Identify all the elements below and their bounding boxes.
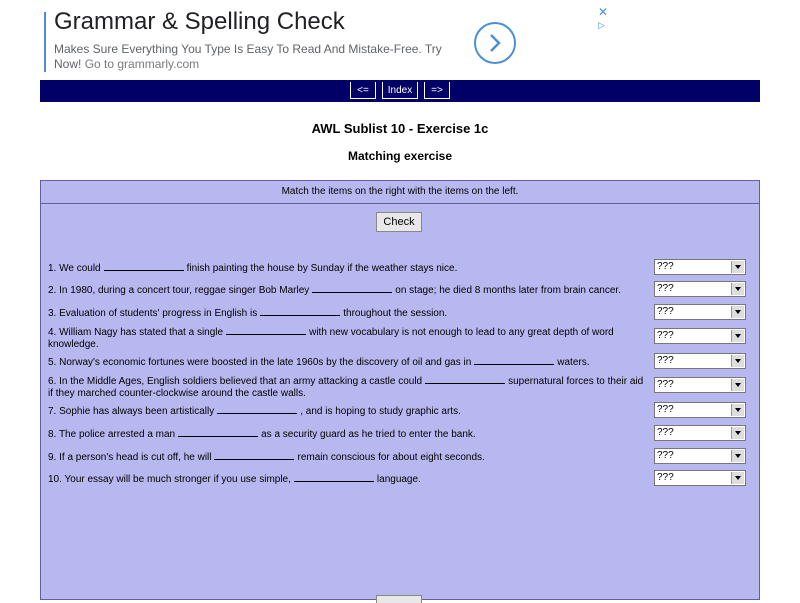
chevron-down-icon bbox=[731, 355, 744, 367]
ad-description-text: Makes Sure Everything You Type Is Easy To Read And Mistake-Free. Try Now! bbox=[54, 42, 442, 71]
answer-blank bbox=[474, 355, 554, 365]
exercise-panel bbox=[40, 180, 760, 600]
next-button[interactable]: => bbox=[424, 82, 450, 99]
question-text: 3. Evaluation of students' progress in English is bbox=[48, 308, 258, 319]
select-value: ??? bbox=[657, 472, 674, 483]
question-text: as a security guard as he tried to enter the bank. bbox=[261, 429, 476, 440]
chevron-down-icon bbox=[731, 283, 744, 295]
question-text: on stage; he died 8 months later from brain cancer. bbox=[395, 285, 621, 296]
check-button[interactable]: Check bbox=[376, 212, 422, 232]
select-value: ??? bbox=[657, 306, 674, 317]
answer-select-6[interactable] bbox=[654, 377, 746, 393]
select-value: ??? bbox=[657, 450, 674, 461]
chevron-down-icon bbox=[731, 472, 744, 484]
question-text: remain conscious for about eight seconds. bbox=[297, 452, 485, 463]
question-text: 6. In the Middle Ages, English soldiers believed that an army attacking a castle could bbox=[48, 376, 423, 387]
answer-select-4[interactable] bbox=[654, 328, 746, 344]
prev-button[interactable]: <= bbox=[350, 82, 376, 99]
question-2 bbox=[48, 283, 648, 297]
chevron-down-icon bbox=[731, 306, 744, 318]
question-text: supernatural forces to their aid if they marched counter-clockwise around the castle walls. bbox=[48, 376, 644, 399]
answer-select-5[interactable] bbox=[654, 353, 746, 369]
answer-blank bbox=[294, 472, 374, 482]
answer-select-8[interactable] bbox=[654, 425, 746, 441]
chevron-right-icon bbox=[487, 33, 503, 53]
answer-select-9[interactable] bbox=[654, 448, 746, 464]
question-1 bbox=[48, 261, 648, 275]
question-text: 4. William Nagy has stated that a single bbox=[48, 327, 224, 338]
question-text: waters. bbox=[557, 357, 590, 368]
answer-select-1[interactable] bbox=[654, 259, 746, 275]
select-value: ??? bbox=[657, 404, 674, 415]
answer-blank bbox=[178, 427, 258, 437]
question-text: 1. We could bbox=[48, 263, 101, 274]
question-text: with new vocabulary is not enough to lead to any great depth of word knowledge. bbox=[48, 327, 614, 350]
answer-select-3[interactable] bbox=[654, 304, 746, 320]
answer-blank bbox=[226, 325, 306, 335]
question-text: 5. Norway's economic fortunes were boosted in the late 1960s by the discovery of oil and gas in bbox=[48, 357, 472, 368]
chevron-down-icon bbox=[731, 330, 744, 342]
select-value: ??? bbox=[657, 355, 674, 366]
question-10 bbox=[48, 472, 648, 486]
question-text: 7. Sophie has always been artistically bbox=[48, 406, 215, 417]
question-4 bbox=[48, 325, 648, 351]
ad-info-icon[interactable]: ▷ bbox=[598, 20, 605, 30]
ad-accent-bar bbox=[44, 12, 46, 72]
chevron-down-icon bbox=[731, 261, 744, 273]
question-7 bbox=[48, 404, 648, 418]
question-text: , and is hoping to study graphic arts. bbox=[300, 406, 461, 417]
answer-blank bbox=[425, 374, 505, 384]
answer-blank bbox=[214, 450, 294, 460]
question-text: 9. If a person's head is cut off, he will bbox=[48, 452, 212, 463]
page-subtitle: Matching exercise bbox=[347, 149, 453, 163]
select-value: ??? bbox=[657, 261, 674, 272]
chevron-down-icon bbox=[731, 404, 744, 416]
answer-select-10[interactable] bbox=[654, 470, 746, 486]
ad-banner[interactable] bbox=[44, 5, 614, 74]
select-value: ??? bbox=[657, 330, 674, 341]
question-text: 8. The police arrested a man bbox=[48, 429, 176, 440]
ad-title[interactable]: Grammar & Spelling Check bbox=[54, 8, 345, 35]
nav-bar bbox=[40, 80, 760, 102]
question-text: throughout the session. bbox=[343, 308, 448, 319]
question-text: finish painting the house by Sunday if the weather stays nice. bbox=[186, 263, 458, 274]
chevron-down-icon bbox=[731, 379, 744, 391]
answer-select-7[interactable] bbox=[654, 402, 746, 418]
question-text: 2. In 1980, during a concert tour, reggae singer Bob Marley bbox=[48, 285, 310, 296]
question-8 bbox=[48, 427, 648, 441]
question-text: language. bbox=[376, 474, 421, 485]
question-9 bbox=[48, 450, 648, 464]
bottom-button[interactable] bbox=[376, 595, 422, 603]
chevron-down-icon bbox=[731, 450, 744, 462]
select-value: ??? bbox=[657, 283, 674, 294]
select-value: ??? bbox=[657, 427, 674, 438]
answer-blank bbox=[217, 404, 297, 414]
select-value: ??? bbox=[657, 379, 674, 390]
ad-open-button[interactable] bbox=[474, 22, 516, 64]
answer-select-2[interactable] bbox=[654, 281, 746, 297]
page-title: AWL Sublist 10 - Exercise 1c bbox=[311, 121, 489, 136]
chevron-down-icon bbox=[731, 427, 744, 439]
ad-description bbox=[54, 42, 454, 72]
close-icon[interactable]: ✕ bbox=[598, 5, 609, 19]
answer-blank bbox=[260, 306, 340, 316]
question-3 bbox=[48, 306, 648, 320]
question-5 bbox=[48, 355, 648, 369]
ad-link[interactable]: Go to grammarly.com bbox=[84, 57, 200, 71]
question-text: 10. Your essay will be much stronger if you use simple, bbox=[48, 474, 291, 485]
answer-blank bbox=[104, 261, 184, 271]
instruction-text: Match the items on the right with the items on the left. bbox=[41, 181, 759, 204]
index-button[interactable]: Index bbox=[382, 82, 418, 99]
question-6 bbox=[48, 374, 648, 400]
answer-blank bbox=[312, 283, 392, 293]
